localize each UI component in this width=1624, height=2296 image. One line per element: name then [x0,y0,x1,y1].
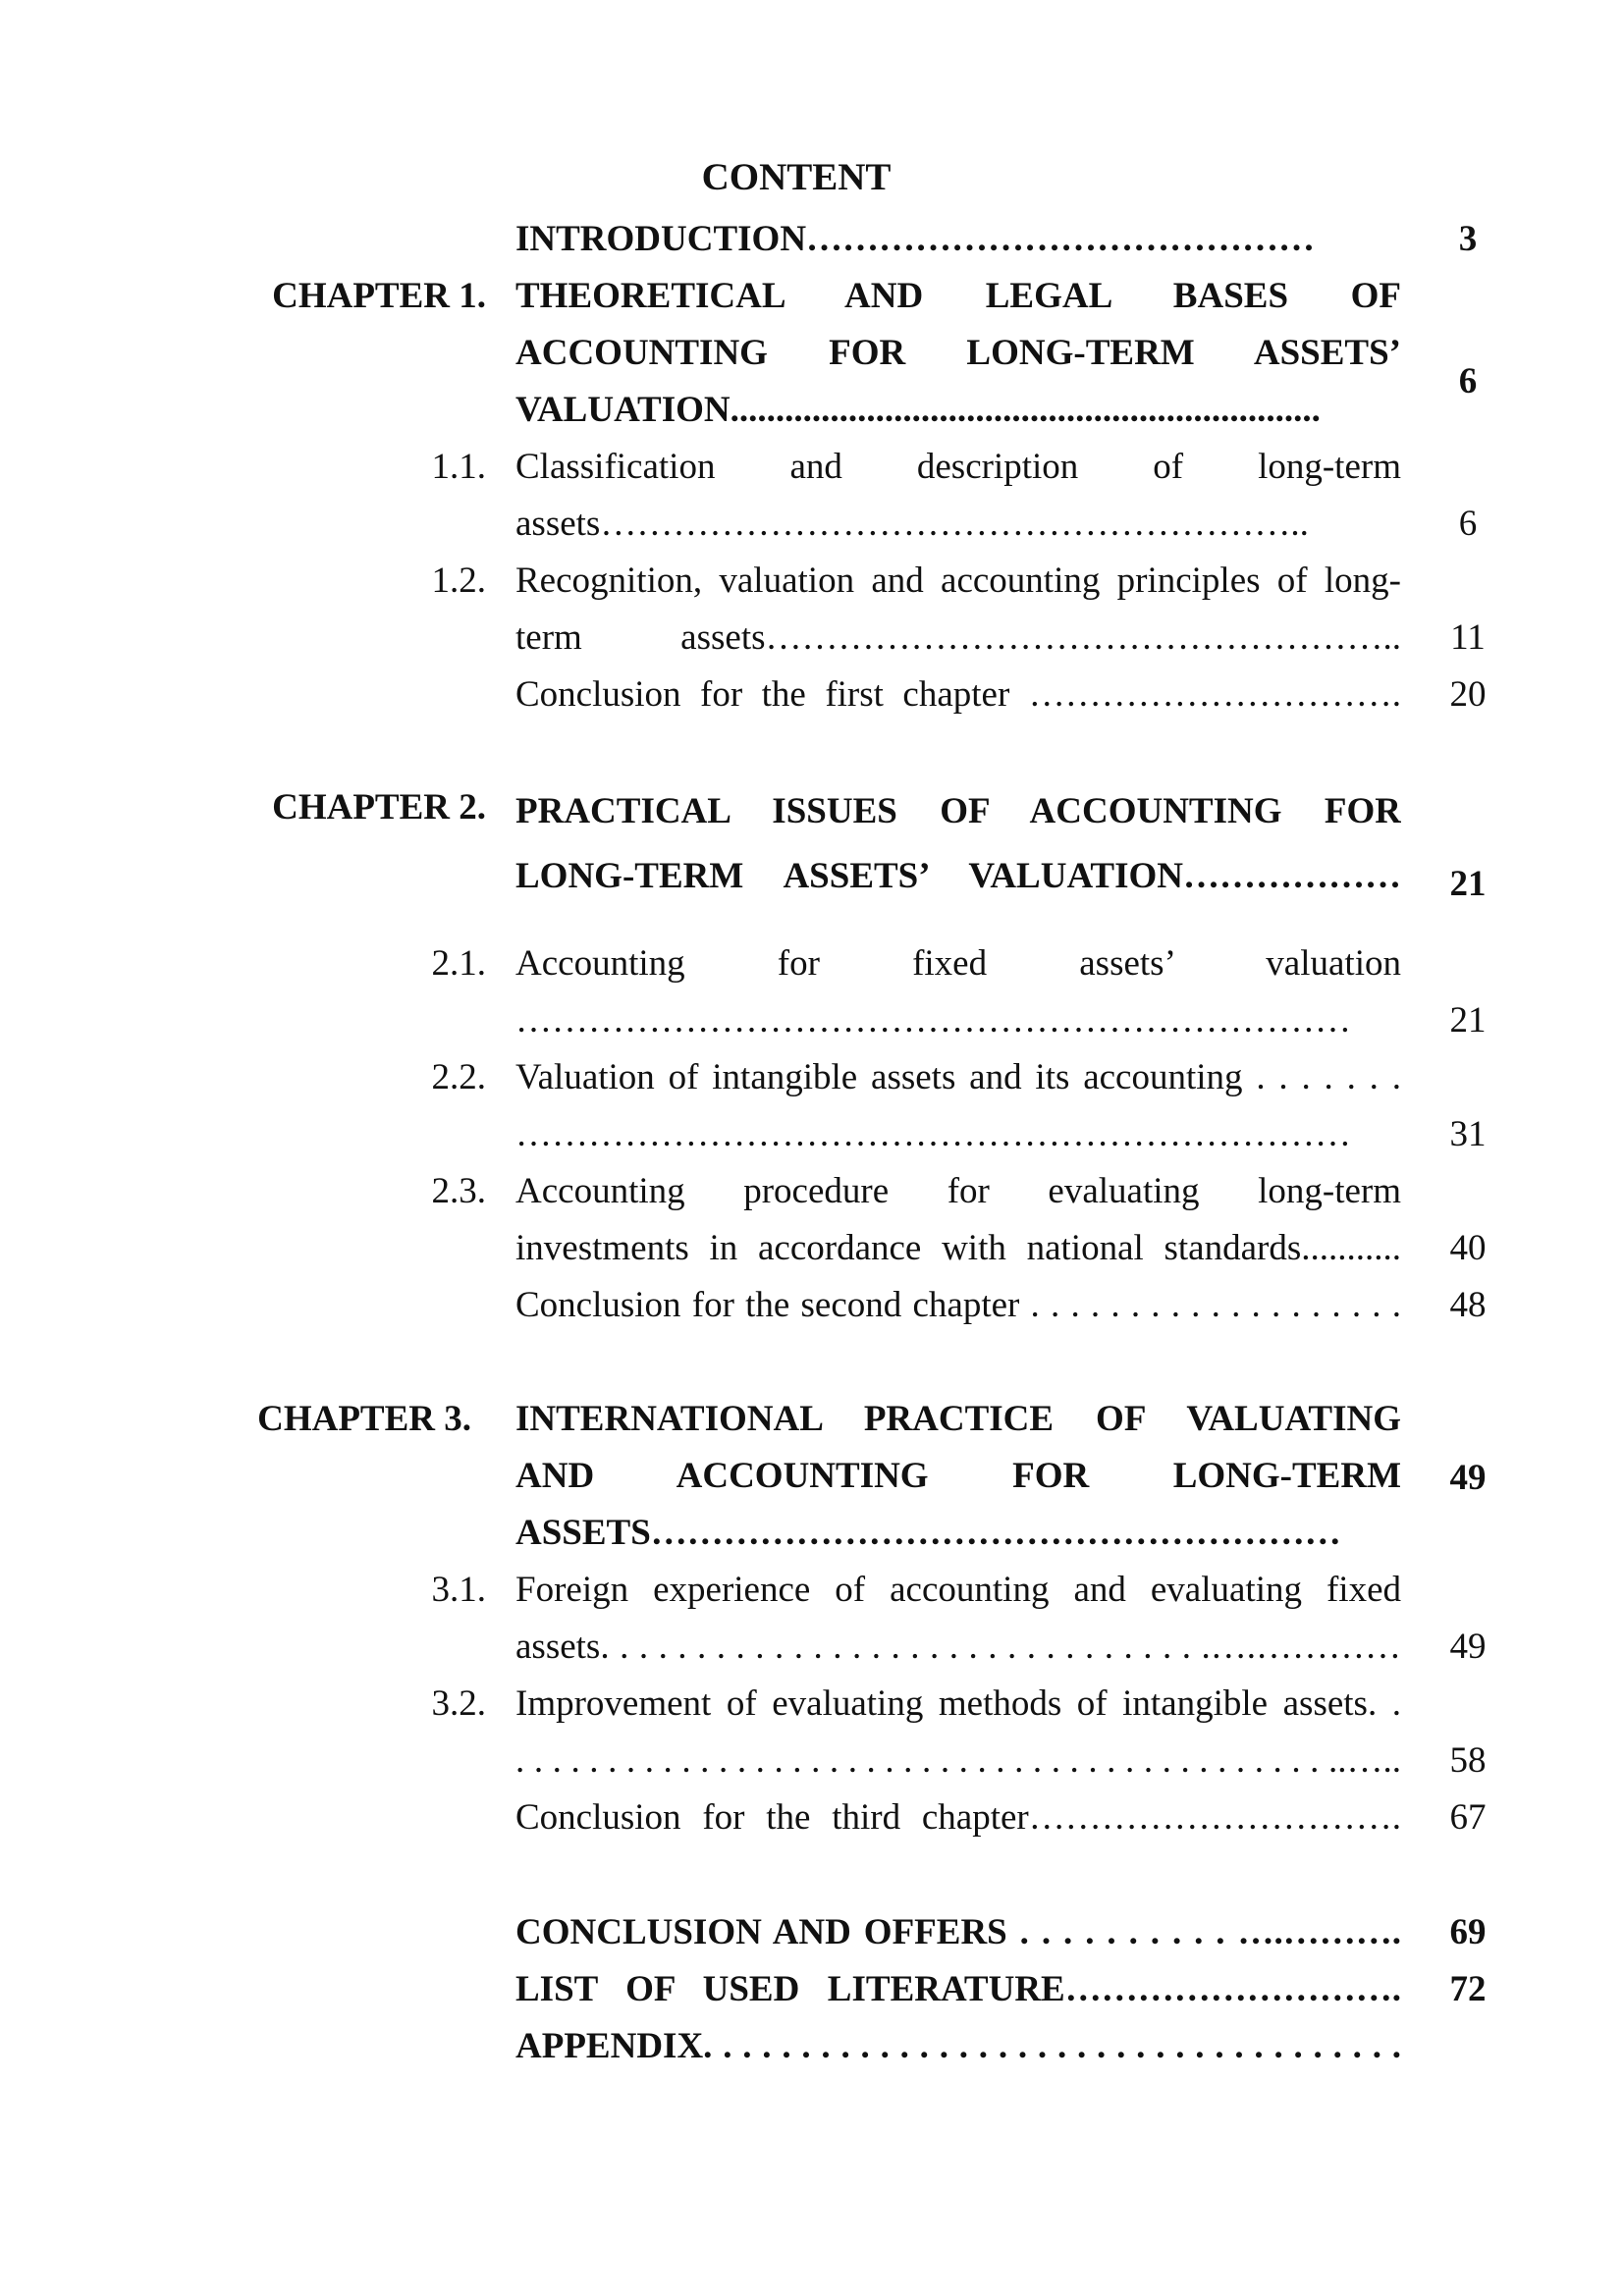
entry-text [515,211,1401,268]
entry-line: Accounting procedure for evaluating long-term [515,1171,1401,1211]
entry-line: Conclusion for the first chapter …………………………. [515,674,1401,715]
entry-text [515,1904,1401,1961]
page-number: 21 [1449,1000,1487,1041]
entry-line: INTERNATIONAL PRACTICE OF VALUATING [515,1399,1401,1439]
entry-line: THEORETICAL AND LEGAL BASES OF [515,276,1401,316]
page-number: 67 [1449,1797,1487,1838]
chapter-label: CHAPTER 3. [257,1399,471,1439]
entry-line: assets………………………………………………….. [515,504,1309,544]
entry-line: Accounting for fixed assets’ valuation [515,943,1401,984]
page-number: 6 [1458,504,1478,544]
entry-text [515,268,1401,439]
entry-line: Recognition, valuation and accounting principles of long- [515,561,1401,601]
entry-line: LIST OF USED LITERATURE………………………. [515,1969,1401,2009]
page-number: 72 [1449,1969,1487,2009]
entry-line: PRACTICAL ISSUES OF ACCOUNTING FOR [515,791,1401,831]
page-number: 11 [1450,617,1486,658]
toc-title [0,155,1624,199]
page-number: 48 [1449,1285,1487,1325]
page-number: 3 [1458,219,1478,259]
entry-line: APPENDIX. . . . . . . . . . . . . . . . . . . . . . . . . . . . . . . . . . . . [515,2026,1401,2066]
page-number: 40 [1449,1228,1487,1268]
entry-text [515,935,1401,1049]
entry-text [515,1562,1401,1676]
entry-text [515,1049,1401,1163]
section-label: 1.2. [431,561,486,601]
entry-text [515,1789,1401,1846]
entry-line: CONCLUSION AND OFFERS . . . . . . . . . . ….………. [515,1912,1401,1952]
entry-line: Conclusion for the second chapter . . . . . . . . . . . . . . . . . . . [515,1285,1401,1325]
entry-text [515,2018,1401,2075]
section-label: 1.1. [431,447,486,487]
section-label: 3.1. [431,1570,486,1610]
chapter-label: CHAPTER 1. [272,276,486,316]
page-number: 21 [1449,864,1487,904]
page-number: 69 [1449,1912,1487,1952]
entry-text [515,1277,1401,1334]
entry-line: …………………………………………………………… [515,1000,1351,1041]
entry-line: assets. . . . . . . . . . . . . . . . . . . . . . . . . . . . . . . .….………… [515,1627,1401,1667]
section-label: 2.2. [431,1057,486,1097]
entry-line: …………………………………………………………… [515,1114,1351,1154]
entry-text [515,1391,1401,1562]
page-number: 31 [1449,1114,1487,1154]
page-number: 58 [1449,1740,1487,1781]
entry-text [515,1163,1401,1277]
entry-text [515,439,1401,553]
entry-line: ACCOUNTING FOR LONG-TERM ASSETS’ [515,333,1401,373]
toc-title-text: CONTENT [701,156,892,198]
entry-line: Improvement of evaluating methods of intangible assets. . [515,1683,1401,1724]
section-label: 2.1. [431,943,486,984]
page-number: 6 [1458,361,1478,401]
entry-line: investments in accordance with national standards........... [515,1228,1401,1268]
page-number: 49 [1449,1627,1487,1667]
chapter-label: CHAPTER 2. [272,787,486,828]
entry-text [515,779,1401,909]
page-number: 20 [1449,674,1487,715]
entry-line: Conclusion for the third chapter…………………………. [515,1797,1401,1838]
entry-line: . . . . . . . . . . . . . . . . . . . . . . . . . . . . . . . . . . . . . . . . . . . . ..….. [515,1740,1401,1781]
entry-text [515,1676,1401,1789]
entry-text [515,667,1401,723]
entry-line: Classification and description of long-term [515,447,1401,487]
page-number: 49 [1449,1458,1487,1498]
entry-line: LONG-TERM ASSETS’ VALUATION……………… [515,856,1401,896]
entry-line: INTRODUCTION…………………………………… [515,219,1316,259]
entry-text [515,553,1401,667]
entry-line: Valuation of intangible assets and its accounting . . . . . . . [515,1057,1401,1097]
entry-line: VALUATION................................................................. [515,390,1321,430]
section-label: 2.3. [431,1171,486,1211]
entry-line: ASSETS………………………………………………… [515,1513,1341,1553]
entry-line: Foreign experience of accounting and evaluating fixed [515,1570,1401,1610]
entry-text [515,1961,1401,2018]
section-label: 3.2. [431,1683,486,1724]
entry-line: term assets…………………………………………….. [515,617,1401,658]
entry-line: AND ACCOUNTING FOR LONG-TERM [515,1456,1401,1496]
